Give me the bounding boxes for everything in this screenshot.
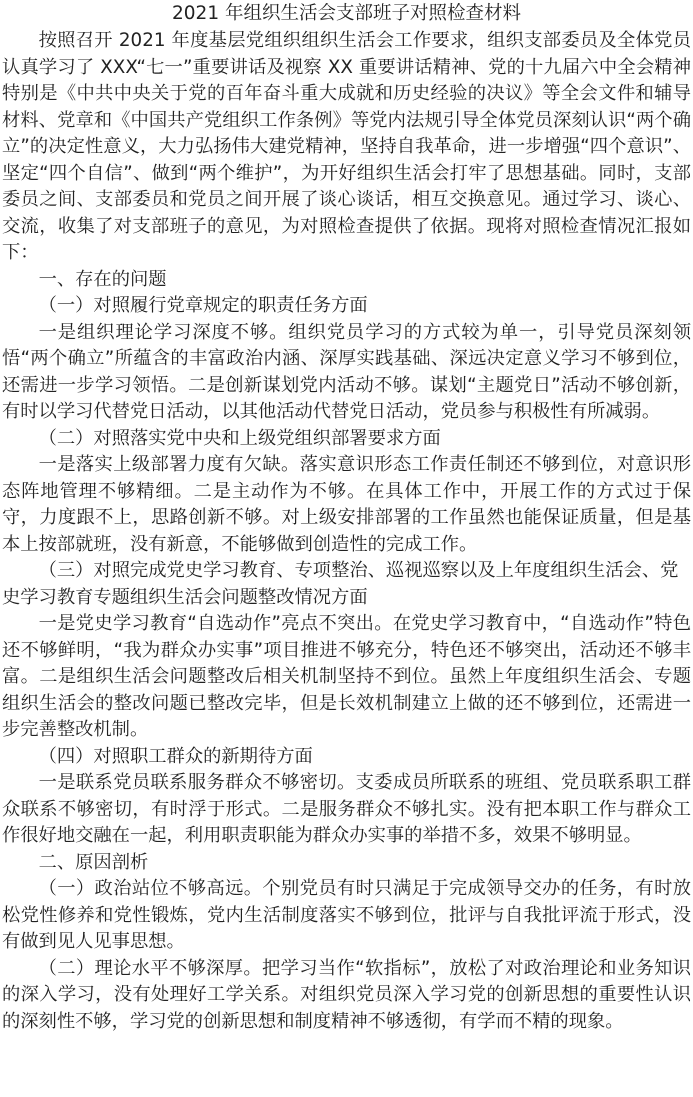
intro-paragraph: 按照召开 2021 年度基层党组织组织生活会工作要求，组织支部委员及全体党员认真学习了 XXX“七一”重要讲话及视察 XX 重要讲话精神、党的十九届六中全会精神特别是《中共中央关于党的百年奋斗重大成就和历史经验的决议》等全会文件和辅导材料、党章和《中国共产党组织工作条例》等党内法规引导全体党员深刻认识“两个确立”的决定性意义，大力弘扬伟大建党精神，坚持自我革命，进一步增强“四个意识”、坚定“四个自信”、做到“两个维护”，为开好组织生活会打牢了思想基础。同时，支部委员之间、支部委员和党员之间开展了谈心谈话，相互交换意见。通过学习、谈心、交流，收集了对支部班子的意见，为对照检查提供了依据。现将对照检查情况汇报如下： — [2, 30, 691, 263]
cause-paragraph-2: （二）理论水平不够深厚。把学习当作“软指标”，放松了对政治理论和业务知识的深入学习，没有处理好工学关系。对组织党员深入学习党的创新思想的重要性认识的深刻性不够，学习党的创新思想和制度精神不够透彻，有学而不精的现象。 — [2, 957, 691, 1032]
section-heading-problems: 一、存在的问题 — [38, 268, 167, 290]
subsection-paragraph-4: 一是联系党员联系服务群众不够密切。支委成员所联系的班组、党员联系职工群众联系不够密切，有时浮于形式。二是服务群众不够扎实。没有把本职工作与群众工作很好地交融在一起，利用职责职能为群众办实事的举措不多，效果不够明显。 — [2, 772, 691, 846]
subsection-paragraph-2: 一是落实上级部署力度有欠缺。落实意识形态工作责任制还不够到位，对意识形态阵地管理不够精细。二是主动作为不够。在具体工作中，开展工作的方式过于保守，力度跟不上，思路创新不够。对上级安排部署的工作虽然也能保证质量，但是基本上按部就班，没有新意，不能够做到创造性的完成工作。 — [2, 454, 691, 555]
subsection-heading-3: （三）对照完成党史学习教育、专项整治、巡视巡察以及上年度组织生活会、党史学习教育专题组织生活会问题整改情况方面 — [2, 560, 679, 608]
subsection-heading-4: （四）对照职工群众的新期待方面 — [38, 745, 313, 767]
subsection-paragraph-1: 一是组织理论学习深度不够。组织党员学习的方式较为单一，引导党员深刻领悟“两个确立”所蕴含的丰富政治内涵、深厚实践基础、深远决定意义学习不够到位，还需进一步学习领悟。二是创新谋划党内活动不够。谋划“主题党日”活动不够创新，有时以学习代替党日活动，以其他活动代替党日活动，党员参与积极性有所减弱。 — [2, 321, 691, 422]
document-title: 2021 年组织生活会支部班子对照检查材料 — [172, 3, 521, 24]
subsection-paragraph-3: 一是党史学习教育“自选动作”亮点不突出。在党史学习教育中，“自选动作”特色还不够鲜明，“我为群众办实事”项目推进不够充分，特色还不够突出，活动还不够丰富。二是组织生活会问题整改后相关机制坚持不到位。虽然上年度组织生活会、专题组织生活会的整改问题已整改完毕，但是长效机制建立上做的还不够到位，还需进一步完善整改机制。 — [2, 613, 691, 740]
section-heading-causes: 二、原因剖析 — [38, 851, 149, 873]
document-page — [2, 0, 691, 1035]
subsection-heading-1: （一）对照履行党章规定的职责任务方面 — [38, 295, 368, 316]
cause-paragraph-1: （一）政治站位不够高远。个别党员有时只满足于完成领导交办的任务，有时放松党性修养和党性锻炼，党内生活制度落实不够到位，批评与自我批评流于形式，没有做到见人见事思想。 — [2, 878, 691, 952]
subsection-heading-2: （二）对照落实党中央和上级党组织部署要求方面 — [38, 427, 441, 449]
